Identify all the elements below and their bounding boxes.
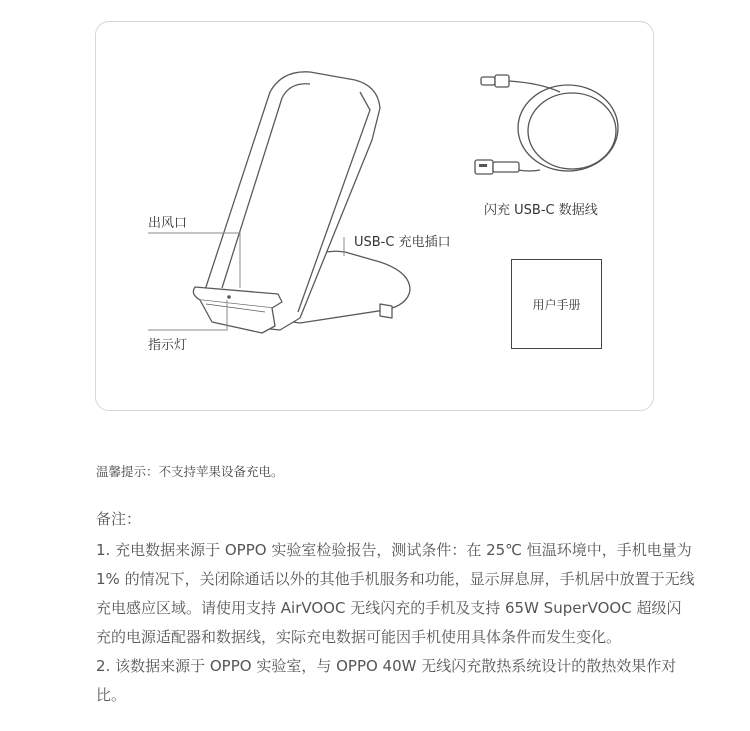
notes-list [96,536,696,710]
user-manual-label: 用户手册 [532,298,581,312]
note-item: 2. 该数据来源于 OPPO 实验室，与 OPPO 40W 无线闪充散热系统设计的散热效果作对比。 [96,657,677,704]
indicator-label: 指示灯 [148,338,188,353]
compatibility-notice: 温馨提示：不支持苹果设备充电。 [96,464,284,479]
charging-port-label: USB-C 充电插口 [354,235,451,250]
note-item: 1. 充电数据来源于 OPPO 实验室检验报告，测试条件：在 25℃ 恒温环境中，手机电量为 1% 的情况下，关闭除通话以外的其他手机服务和功能，显示屏息屏，手机居中放置于无线充电感应区域。请使用支持 AirVOOC 无线闪充的手机及支持 65W SuperVOOC 超级闪充的电源适配器和数据线，实际充电数据可能因手机使用具体条件而发生变化。 [96,541,695,646]
cable-label: 闪充 USB-C 数据线 [484,203,598,218]
air-outlet-label: 出风口 [148,216,188,231]
wireless-charger-stand [193,72,410,333]
notes-title: 备注： [96,510,142,528]
user-manual-box [511,259,602,349]
usb-c-cable [475,75,618,174]
